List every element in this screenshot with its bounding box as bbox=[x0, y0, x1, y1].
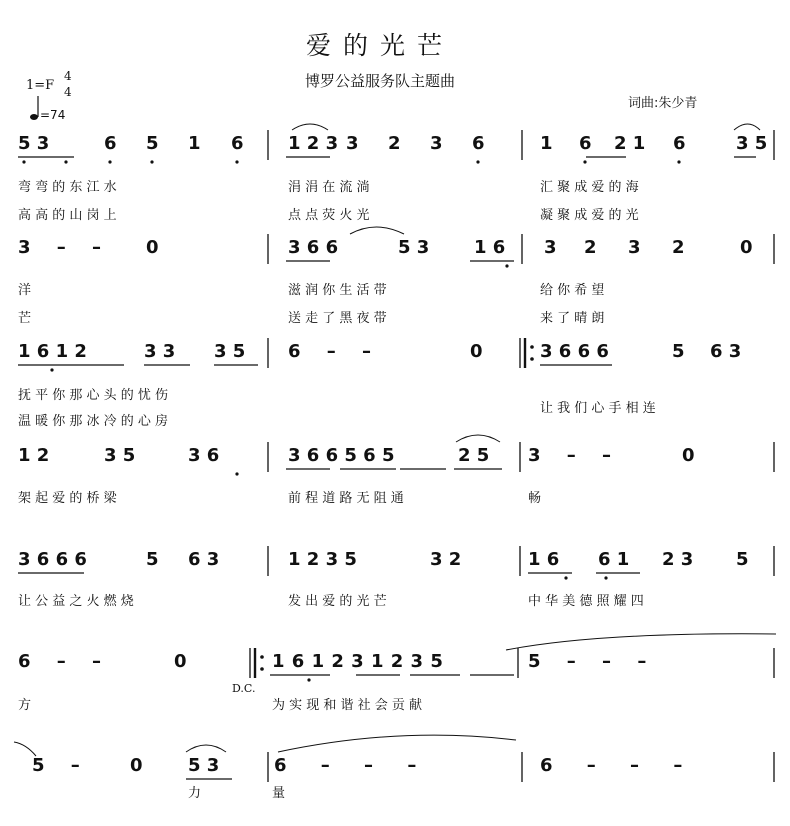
note-row-2i: 2 bbox=[672, 237, 685, 258]
composer-credit: 词曲:朱少青 bbox=[628, 96, 698, 111]
lyric-4-1: 架 起 爱 的 桥 梁 bbox=[18, 491, 117, 506]
note-row-2f: 3 bbox=[544, 237, 557, 258]
note-row-3b: 3 3 bbox=[144, 341, 176, 362]
note-row-5b: 5 bbox=[146, 549, 159, 570]
note-row-3e: 0 bbox=[470, 341, 483, 362]
note-row-7e: 6 – – – bbox=[540, 755, 697, 776]
lyric-1-6: 凝 聚 成 爱 的 光 bbox=[540, 208, 639, 223]
note-row-1a: 5 3 bbox=[18, 133, 50, 154]
note-row-3f: 3 6 6 6 bbox=[540, 341, 609, 362]
lyric-7-2: 量 bbox=[272, 786, 286, 801]
note-row-1f: 1 2 3 bbox=[288, 133, 339, 154]
song-subtitle: 博罗公益服务队主题曲 bbox=[304, 72, 455, 90]
note-row-7a: 5 – bbox=[32, 755, 90, 776]
note-row-1l: 6 bbox=[579, 133, 592, 154]
lyric-2-1: 洋 bbox=[18, 283, 32, 298]
lyric-2-3: 给 你 希 望 bbox=[540, 283, 605, 298]
note-row-4b: 3 5 bbox=[104, 445, 136, 466]
note-row-2b: 0 bbox=[146, 237, 159, 258]
tempo-marking: =74 bbox=[40, 108, 66, 122]
note-row-3d: 6 – – bbox=[288, 341, 382, 362]
note-row-3h: 6 3 bbox=[710, 341, 742, 362]
key-signature: 1=F bbox=[26, 78, 55, 93]
lyric-2-4: 芒 bbox=[18, 311, 32, 326]
note-row-1g: 3 bbox=[346, 133, 359, 154]
note-row-2j: 0 bbox=[740, 237, 753, 258]
lyric-1-2: 涓 涓 在 流 淌 bbox=[288, 180, 370, 195]
lyric-7-1: 力 bbox=[188, 786, 202, 801]
note-row-1k: 1 bbox=[540, 133, 553, 154]
note-row-1m: 2 1 bbox=[614, 133, 646, 154]
lyric-2-6: 来 了 晴 朗 bbox=[540, 311, 605, 326]
note-row-7b: 0 bbox=[130, 755, 143, 776]
note-row-5f: 1 6 bbox=[528, 549, 560, 570]
note-row-5e: 3 2 bbox=[430, 549, 462, 570]
note-row-4a: 1 2 bbox=[18, 445, 50, 466]
note-row-2a: 3 – – bbox=[18, 237, 112, 258]
lyric-4-2: 前 程 道 路 无 阻 通 bbox=[288, 491, 404, 506]
note-row-5h: 2 3 bbox=[662, 549, 694, 570]
note-row-2d: 5 3 bbox=[398, 237, 430, 258]
note-row-1e: 6 bbox=[231, 133, 244, 154]
lyric-6-2: 为 实 现 和 谐 社 会 贡 献 bbox=[272, 698, 423, 713]
lyric-1-1: 弯 弯 的 东 江 水 bbox=[18, 180, 117, 195]
lyric-4-3: 畅 bbox=[528, 491, 542, 506]
note-row-4d: 3 6 6 5 6 5 bbox=[288, 445, 395, 466]
lyric-5-3: 中 华 美 德 照 耀 四 bbox=[528, 594, 644, 609]
note-row-3g: 5 bbox=[672, 341, 685, 362]
note-row-1o: 3 5 bbox=[736, 133, 768, 154]
dc-marking: D.C. bbox=[232, 682, 256, 695]
note-row-1i: 3 bbox=[430, 133, 443, 154]
note-row-4f: 3 – – bbox=[528, 445, 622, 466]
note-row-4g: 0 bbox=[682, 445, 695, 466]
lyric-6-1: 方 bbox=[18, 698, 32, 713]
note-row-4e: 2 5 bbox=[458, 445, 490, 466]
note-row-1j: 6 bbox=[472, 133, 485, 154]
lyric-1-5: 点 点 荧 火 光 bbox=[288, 208, 370, 223]
note-row-7c: 5 3 bbox=[188, 755, 220, 776]
lyric-5-2: 发 出 爱 的 光 芒 bbox=[288, 594, 387, 609]
note-row-6c: 1 6 1 2 3 1 2 3 5 bbox=[272, 651, 444, 672]
lyric-1-4: 高 高 的 山 岗 上 bbox=[18, 208, 117, 223]
note-row-6d: 5 – – – bbox=[528, 651, 657, 672]
note-row-3a: 1 6 1 2 bbox=[18, 341, 87, 362]
lyric-1-3: 汇 聚 成 爱 的 海 bbox=[540, 180, 639, 195]
note-row-1b: 6 bbox=[104, 133, 117, 154]
lyric-2-5: 送 走 了 黑 夜 带 bbox=[288, 311, 387, 326]
note-row-3c: 3 5 bbox=[214, 341, 246, 362]
note-row-1h: 2 bbox=[388, 133, 401, 154]
note-row-2h: 3 bbox=[628, 237, 641, 258]
note-row-5d: 1 2 3 5 bbox=[288, 549, 357, 570]
note-row-1d: 1 bbox=[188, 133, 201, 154]
note-row-2e: 1 6 bbox=[474, 237, 506, 258]
note-row-4c: 3 6 bbox=[188, 445, 220, 466]
note-row-1n: 6 bbox=[673, 133, 686, 154]
lyric-3-1: 抚 平 你 那 心 头 的 忧 伤 bbox=[18, 388, 169, 403]
note-row-5c: 6 3 bbox=[188, 549, 220, 570]
lyric-3-2: 温 暖 你 那 冰 冷 的 心 房 bbox=[18, 414, 169, 429]
lyric-2-2: 滋 润 你 生 活 带 bbox=[288, 283, 387, 298]
note-row-6a: 6 – – bbox=[18, 651, 112, 672]
note-row-1c: 5 bbox=[146, 133, 159, 154]
note-row-5g: 6 1 bbox=[598, 549, 630, 570]
lyric-3-3: 让 我 们 心 手 相 连 bbox=[540, 401, 656, 416]
note-row-5i: 5 bbox=[736, 549, 749, 570]
lyric-5-1: 让 公 益 之 火 燃 烧 bbox=[18, 594, 134, 609]
note-row-7d: 6 – – – bbox=[274, 755, 431, 776]
note-row-5a: 3 6 6 6 bbox=[18, 549, 87, 570]
time-signature-bottom: 4 bbox=[64, 85, 72, 99]
note-row-6b: 0 bbox=[174, 651, 187, 672]
note-row-2g: 2 bbox=[584, 237, 597, 258]
time-signature-top: 4 bbox=[64, 69, 72, 83]
song-title: 爱的光芒 bbox=[305, 31, 454, 60]
note-row-2c: 3 6 6 bbox=[288, 237, 339, 258]
